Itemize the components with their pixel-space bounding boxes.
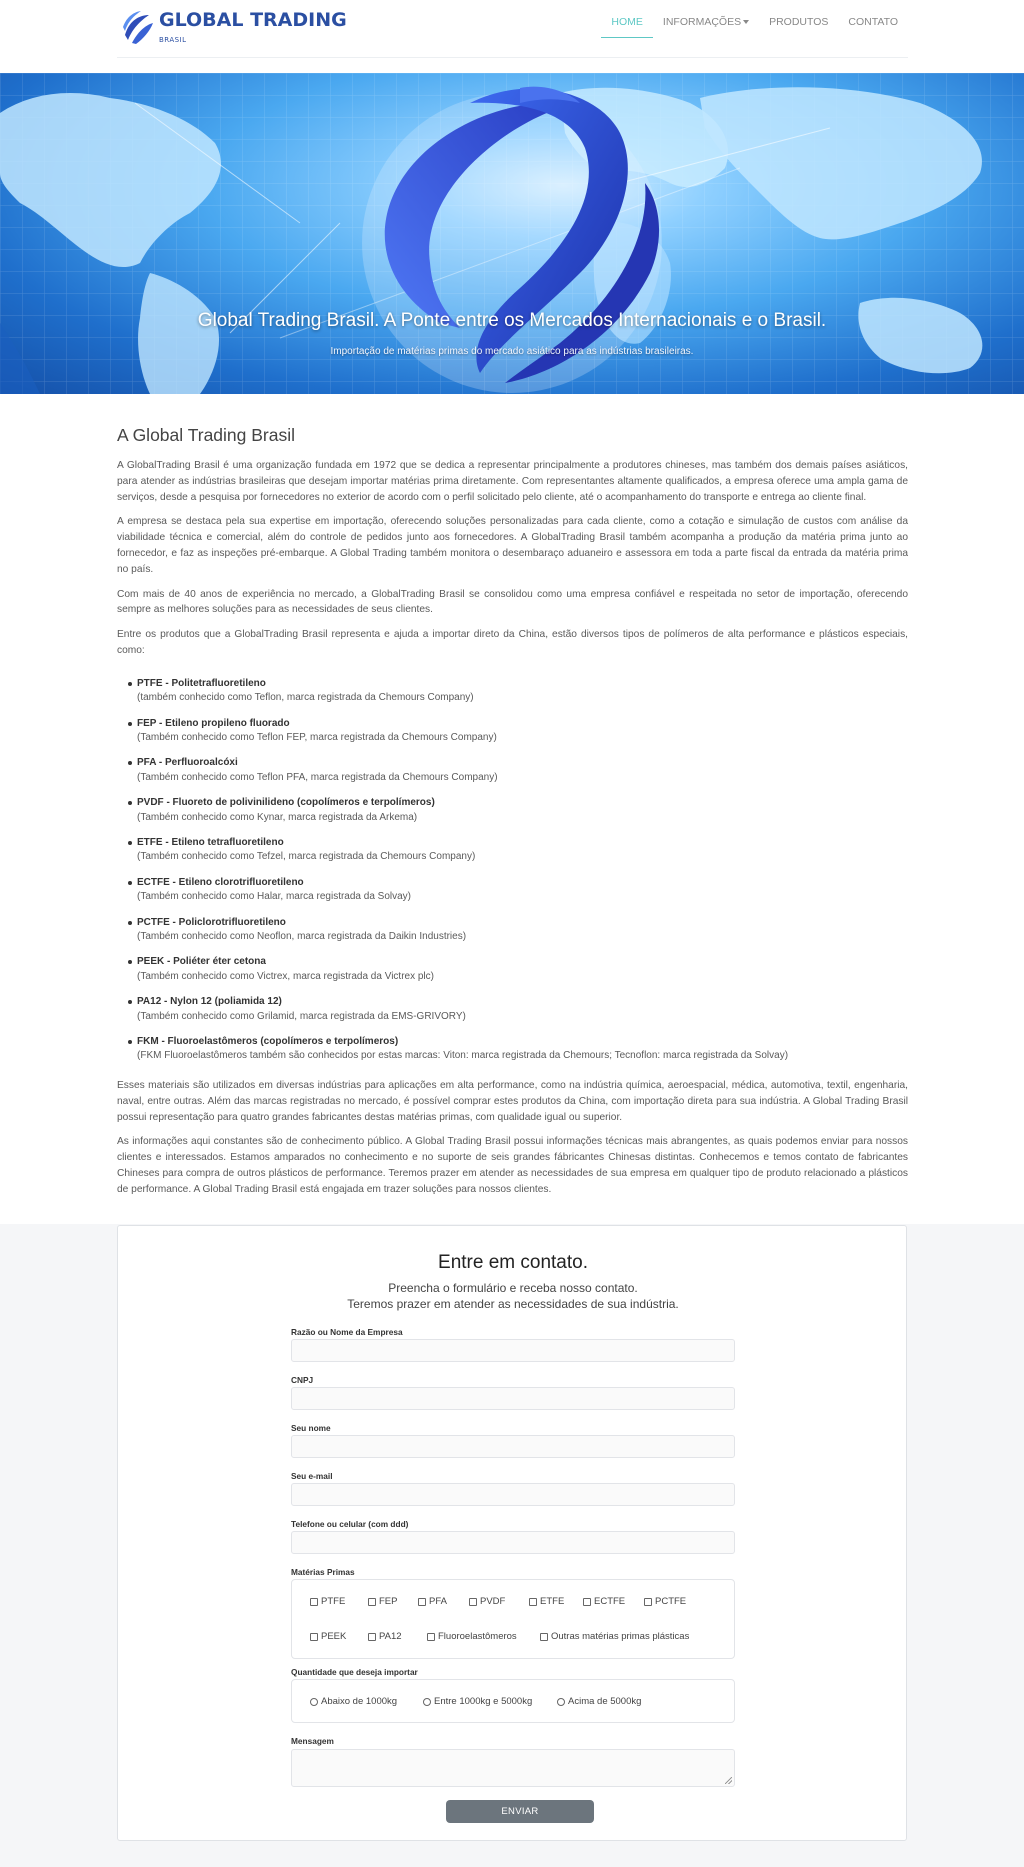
menu-item-informacoes[interactable] (653, 14, 759, 38)
about-paragraph: A empresa se destaca pela sua expertise em importação, oferecendo soluções personalizadas para cada cliente, como a cotação e simulação de custos com análise da viabilidade técnica e comercial, além do controle de pedidos junto aos fornecedores. A GlobalTrading Brasil também acompanha a produção da matéria prima junto ao fornecedor, e faz as inspeções pré-embarque. A Global Trading também monitora o desembaraço aduaneiro e assessora em toda a parte fiscal da entrada da matéria prima no país. (117, 516, 908, 575)
navbar (117, 0, 908, 58)
hero-subtitle: Importação de matérias primas do mercado asiático para as indústrias brasileiras. (330, 346, 694, 357)
main-menu (601, 14, 908, 38)
product-description: (Também conhecido como Neoflon, marca registrada da Daikin Industries) (137, 931, 467, 943)
checkbox-pa12[interactable] (368, 1631, 402, 1642)
checkbox-icon[interactable] (469, 1598, 477, 1606)
radio-label: Abaixo de 1000kg (321, 1696, 398, 1707)
about-heading: A Global Trading Brasil (117, 425, 296, 445)
checkbox-icon[interactable] (540, 1633, 548, 1641)
checkbox-label: FEP (379, 1596, 398, 1607)
checkbox-outras[interactable] (540, 1631, 689, 1642)
list-item (128, 717, 908, 746)
about-section (117, 425, 908, 1207)
checkbox-label: Fluoroelastômeros (438, 1631, 517, 1642)
quantity-radio-group (291, 1679, 735, 1723)
hero-title: Global Trading Brasil. A Ponte entre os Mercados Internacionais e o Brasil. (197, 310, 827, 331)
checkbox-fluoroelastomeros[interactable] (427, 1631, 517, 1642)
menu-item-contato[interactable]: CONTATO (848, 16, 898, 28)
product-description: (Também conhecido como Victrex, marca registrada da Victrex plc) (137, 970, 434, 982)
product-name: PTFE - Politetrafluoretileno (137, 677, 266, 689)
checkbox-icon[interactable] (368, 1598, 376, 1606)
checkbox-pvdf[interactable] (469, 1596, 505, 1607)
menu-item-home[interactable]: HOME (601, 14, 653, 38)
message-label: Mensagem (291, 1736, 334, 1746)
checkbox-ectfe[interactable] (583, 1596, 625, 1607)
caret-down-icon (743, 20, 749, 24)
about-paragraph: Entre os produtos que a GlobalTrading Brasil representa e ajuda a importar direto da China, estão diversos tipos de polímeros de alta performance e plásticos especiais, como: (117, 629, 908, 656)
brand-name[interactable]: GLOBAL TRADING (159, 9, 347, 31)
resize-handle-icon[interactable] (725, 1777, 732, 1784)
list-item (128, 836, 908, 865)
checkbox-label: PFA (429, 1596, 447, 1607)
materials-checkbox-group (291, 1579, 735, 1659)
list-item (128, 876, 908, 905)
phone-field[interactable] (291, 1531, 735, 1554)
list-item (128, 756, 908, 785)
contact-title: Entre em contato. (438, 1252, 588, 1273)
radio-icon[interactable] (310, 1698, 318, 1706)
checkbox-icon[interactable] (310, 1633, 318, 1641)
list-item (128, 955, 908, 984)
checkbox-pctfe[interactable] (644, 1596, 686, 1607)
checkbox-label: ETFE (540, 1596, 565, 1607)
phone-label: Telefone ou celular (com ddd) (291, 1519, 409, 1529)
checkbox-ptfe[interactable] (310, 1596, 345, 1607)
product-description: (Também conhecido como Halar, marca registrada da Solvay) (137, 891, 412, 903)
list-item (128, 1035, 908, 1064)
radio-1000-5000kg[interactable] (423, 1696, 532, 1707)
quantity-label: Quantidade que deseja importar (291, 1667, 418, 1677)
message-textarea[interactable] (291, 1749, 735, 1787)
list-item (128, 677, 908, 706)
menu-item-informacoes-label: INFORMAÇÕES (662, 16, 742, 28)
checkbox-icon[interactable] (310, 1598, 318, 1606)
checkbox-label: PTFE (321, 1596, 346, 1607)
radio-icon[interactable] (423, 1698, 431, 1706)
about-paragraph: Com mais de 40 anos de experiência no mercado, a GlobalTrading Brasil se consolidou como uma empresa confiável e respeitada no setor de importação, oferecendo sempre as melhores soluções para as necessidades de seus clientes. (117, 588, 908, 616)
checkbox-icon[interactable] (427, 1633, 435, 1641)
about-closing-paragraph: Esses materiais são utilizados em diversas indústrias para aplicações em alta performance, como na indústria química, aeroespacial, médica, automotiva, textil, engenharia, naval, entre outras. Além das marcas registradas no mercado, é possível comprar estes produtos da China, com importação direta para sua indústria. A Global Trading Brasil possui representação para quatro grandes fabricantes destas matérias primas, com qualidade igual ou superior. (117, 1079, 908, 1123)
list-item (128, 995, 908, 1024)
product-name: PCTFE - Policlorotrifluoretileno (137, 916, 286, 928)
checkbox-label: PEEK (321, 1631, 347, 1642)
checkbox-peek[interactable] (310, 1631, 346, 1642)
email-label: Seu e-mail (291, 1471, 333, 1481)
contact-subtitle-line: Preencha o formulário e receba nosso contato. (388, 1281, 638, 1295)
radio-label: Entre 1000kg e 5000kg (434, 1696, 533, 1707)
checkbox-icon[interactable] (583, 1598, 591, 1606)
globe-logo-icon[interactable] (119, 9, 155, 45)
product-name: ETFE - Etileno tetrafluoretileno (137, 836, 284, 848)
product-name: FEP - Etileno propileno fluorado (137, 717, 290, 729)
product-name: PVDF - Fluoreto de polivinilideno (copolímeros e terpolímeros) (137, 797, 435, 809)
cnpj-field[interactable] (291, 1387, 735, 1410)
company-field[interactable] (291, 1339, 735, 1362)
product-description: (Também conhecido como Kynar, marca registrada da Arkema) (137, 811, 418, 823)
about-closing-paragraph: As informações aqui constantes são de conhecimento público. A Global Trading Brasil possui informações técnicas mais abrangentes, as quais podemos enviar para nossos clientes e interessados. Estamos amparados no conhecimento e no suporte de seis grandes fábricantes Chinesas distintas. Conhecemos e temos contato de fabricantes Chineses para compra de outros plásticos de performance. Teremos prazer em atender as necessidades de sua empresa em qualquer tipo de produto relacionado a plásticos de performance. A Global Trading Brasil está engajada em trazer soluções para nossos clientes. (117, 1136, 908, 1195)
product-description: (Também conhecido como Tefzel, marca registrada da Chemours Company) (137, 851, 476, 863)
product-description: (também conhecido como Teflon, marca registrada da Chemours Company) (137, 692, 474, 704)
product-name: ECTFE - Etileno clorotrifluoretileno (137, 876, 304, 888)
menu-item-produtos[interactable]: PRODUTOS (769, 16, 829, 28)
checkbox-etfe[interactable] (529, 1596, 564, 1607)
radio-icon[interactable] (557, 1698, 565, 1706)
checkbox-icon[interactable] (418, 1598, 426, 1606)
company-label: Razão ou Nome da Empresa (291, 1327, 403, 1337)
checkbox-icon[interactable] (529, 1598, 537, 1606)
checkbox-label: ECTFE (594, 1596, 626, 1607)
checkbox-pfa[interactable] (418, 1596, 447, 1607)
radio-above-5000kg[interactable] (557, 1696, 641, 1707)
hero-banner (0, 73, 1024, 394)
product-name: PA12 - Nylon 12 (poliamida 12) (137, 996, 282, 1008)
about-paragraph: A GlobalTrading Brasil é uma organização fundada em 1972 que se dedica a representar principalmente a produtores chineses, mas também dos demais países asiáticos, para atender as indústrias brasileiras que desejam importar matérias prima diretamente. Com representantes altamente qualificados, a empresa oferece uma ampla gama de serviços, desde a pesquisa por fornecedores no exterior de acordo com o perfil solicitado pelo cliente, até o acompanhamento do transporte e entrega ao cliente final. (117, 460, 908, 503)
list-item (128, 916, 908, 945)
product-description: (Também conhecido como Teflon FEP, marca registrada da Chemours Company) (137, 732, 497, 744)
materials-label: Matérias Primas (291, 1567, 355, 1577)
checkbox-icon[interactable] (368, 1633, 376, 1641)
radio-below-1000kg[interactable] (310, 1696, 397, 1707)
name-label: Seu nome (291, 1423, 331, 1433)
product-name: FKM - Fluoroelastômeros (copolímeros e terpolímeros) (137, 1035, 399, 1047)
checkbox-icon[interactable] (644, 1598, 652, 1606)
checkbox-label: Outras matérias primas plásticas (551, 1631, 690, 1642)
product-description: (Também conhecido como Teflon PFA, marca registrada da Chemours Company) (137, 771, 498, 783)
checkbox-fep[interactable] (368, 1596, 397, 1607)
checkbox-label: PA12 (379, 1631, 402, 1642)
product-name: PEEK - Poliéter éter cetona (137, 956, 266, 968)
product-description: (FKM Fluoroelastômeros também são conhecidos por estas marcas: Viton: marca registrada da Chemours; Tecnoflon: marca registrada da Solvay) (137, 1050, 789, 1062)
product-name: PFA - Perfluoroalcóxi (137, 757, 238, 769)
product-description: (Também conhecido como Grilamid, marca registrada da EMS-GRIVORY) (137, 1010, 466, 1022)
contact-subtitle-line: Teremos prazer em atender as necessidades de sua indústria. (347, 1296, 679, 1311)
send-button[interactable]: ENVIAR (446, 1800, 594, 1823)
product-list (117, 677, 908, 1064)
email-field[interactable] (291, 1483, 735, 1506)
contact-subtitle (118, 1281, 908, 1312)
contact-card (117, 1225, 907, 1841)
brand-subtitle: BRASIL (159, 36, 187, 44)
cnpj-label: CNPJ (291, 1375, 314, 1385)
checkbox-label: PCTFE (655, 1596, 687, 1607)
list-item (128, 796, 908, 825)
name-field[interactable] (291, 1435, 735, 1458)
radio-label: Acima de 5000kg (568, 1696, 642, 1707)
checkbox-label: PVDF (480, 1596, 506, 1607)
